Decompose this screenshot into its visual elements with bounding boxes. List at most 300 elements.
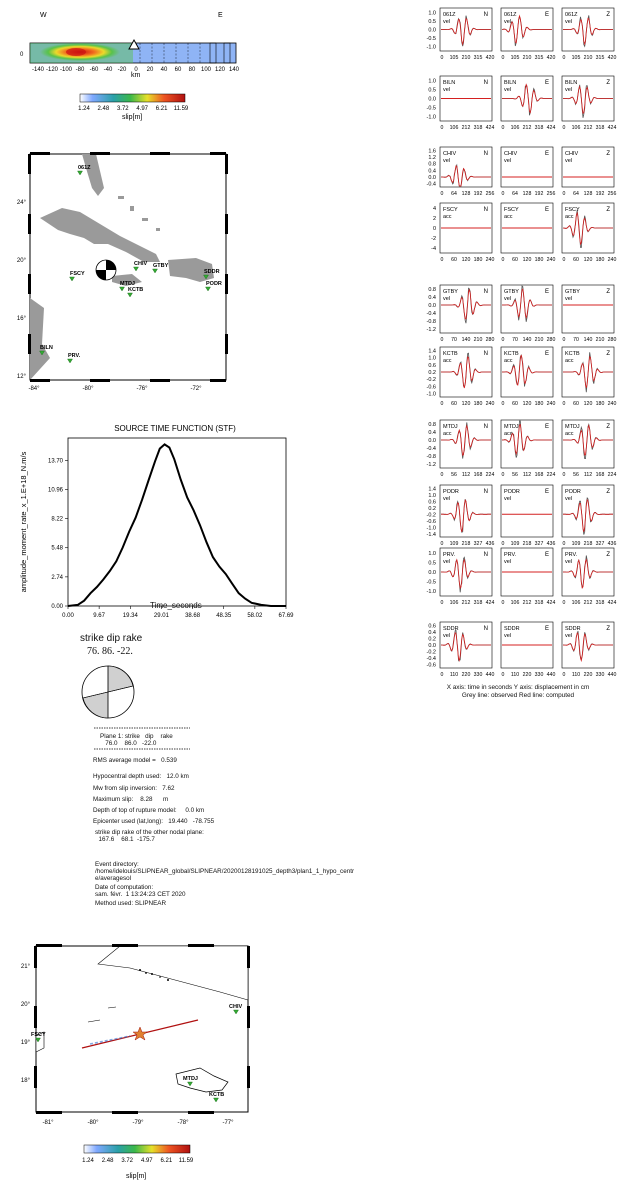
wave-component: E — [544, 489, 549, 495]
wave-y-tick: 1.0 — [428, 355, 436, 362]
wave-data-type: acc — [443, 214, 452, 220]
wave-station-name: MTDJ — [443, 424, 458, 430]
waveform-legend-lines: Grey line: observed Red line: computed — [461, 692, 575, 699]
slip-x-tick: -80 — [75, 67, 85, 73]
other-plane-text: strike dip rake of the other nodal plane: 167.6 68.1 -175.7 — [95, 829, 204, 843]
rms-text: RMS average model = 0.539 — [93, 757, 177, 764]
waveform-panel — [440, 548, 494, 606]
station-label: CHIV — [229, 1004, 243, 1010]
wave-x-tick: 0 — [501, 55, 505, 61]
slip-x-tick: 140 — [228, 67, 240, 73]
waveform-panel — [440, 347, 494, 407]
wave-data-type: acc — [504, 358, 513, 364]
wave-x-tick: 0 — [440, 337, 444, 343]
wave-y-tick: -4 — [431, 246, 436, 252]
wave-y-tick: 0.8 — [428, 422, 436, 428]
wave-component: E — [544, 207, 549, 213]
slip-x-tick: 120 — [214, 67, 226, 73]
slip-x-tick: -100 — [59, 67, 73, 73]
wave-x-tick: 70 — [573, 337, 579, 343]
wave-component: N — [483, 289, 488, 295]
wave-x-tick: 0 — [562, 337, 566, 343]
wave-x-tick: 424 — [485, 600, 495, 606]
wave-y-tick: 0.4 — [428, 168, 436, 175]
wave-x-tick: 220 — [522, 672, 532, 678]
wave-y-tick: -1.2 — [426, 462, 436, 468]
waveform-panel — [440, 8, 494, 61]
wave-x-tick: 280 — [546, 337, 556, 343]
stf-title: SOURCE TIME FUNCTION (STF) — [114, 424, 236, 433]
waveform-panel — [501, 76, 555, 131]
wave-y-tick: -0.5 — [426, 36, 436, 43]
wave-station-name: KCTB — [443, 351, 458, 357]
mw-text: Mw from slip inversion: 7.62 — [93, 785, 175, 792]
wave-data-type: vel — [443, 19, 451, 25]
method-text: Method used: SLIPNEAR — [95, 900, 167, 907]
wave-x-tick: 192 — [473, 191, 483, 197]
wave-station-name: MTDJ — [565, 424, 580, 430]
wave-y-tick: -1.0 — [426, 391, 436, 398]
wave-x-tick: 180 — [595, 257, 605, 263]
wave-x-tick: 128 — [522, 191, 532, 197]
wave-x-tick: 0 — [440, 472, 444, 478]
wave-data-type: vel — [504, 296, 512, 302]
wave-station-name: CHIV — [565, 151, 579, 157]
wave-y-tick: 4 — [432, 206, 436, 212]
wave-x-tick: 420 — [546, 55, 556, 61]
wave-y-tick: 0.8 — [428, 161, 436, 168]
stf-x-tick: 58.02 — [247, 613, 263, 619]
wave-x-tick: 120 — [522, 401, 532, 407]
computation-date-text: Date of computation: sam. févr. 1 13:24:23 CET 2020 — [95, 884, 186, 898]
waveform-panel — [440, 76, 494, 131]
waveform-panel — [501, 8, 555, 61]
wave-x-tick: 180 — [473, 257, 483, 263]
wave-y-tick: 0.2 — [428, 370, 436, 376]
stf-y-tick: 8.22 — [51, 516, 63, 523]
waveform-panel — [501, 420, 555, 478]
wave-x-tick: 318 — [595, 600, 605, 606]
wave-data-type: vel — [565, 496, 573, 502]
wave-component: N — [483, 151, 488, 157]
wave-component: Z — [606, 80, 610, 86]
stf-y-tick: 10.96 — [47, 487, 63, 494]
wave-x-tick: 256 — [485, 191, 495, 197]
local-colorbar-tick: 3.72 — [121, 1158, 134, 1164]
wave-x-tick: 56 — [573, 472, 579, 478]
wave-component: N — [483, 351, 488, 357]
wave-station-name: SDDR — [443, 626, 459, 632]
wave-y-tick: -1.0 — [426, 589, 436, 596]
wave-station-name: BILN — [504, 80, 517, 86]
wave-y-tick: 0.0 — [428, 303, 436, 309]
wave-x-tick: 330 — [534, 672, 544, 678]
wave-y-tick: 2 — [432, 216, 436, 222]
wave-station-name: CHIV — [504, 151, 518, 157]
wave-x-tick: 110 — [449, 672, 459, 678]
wave-component: N — [483, 424, 488, 430]
wave-x-tick: 120 — [583, 257, 593, 263]
wave-x-tick: 420 — [607, 55, 617, 61]
wave-x-tick: 240 — [485, 401, 495, 407]
wave-x-tick: 60 — [451, 257, 457, 263]
wave-x-tick: 128 — [461, 191, 471, 197]
wave-y-tick: -0.4 — [426, 446, 436, 452]
wave-x-tick: 106 — [571, 600, 581, 606]
wave-x-tick: 0 — [501, 191, 505, 197]
wave-x-tick: 0 — [501, 125, 505, 131]
wave-y-tick: -0.4 — [426, 656, 436, 663]
wave-x-tick: 56 — [451, 472, 457, 478]
east-label: E — [218, 12, 223, 19]
waveform-grid — [418, 0, 621, 680]
stf-chart — [0, 418, 294, 619]
wave-x-tick: 440 — [546, 672, 556, 678]
wave-station-name: FSCY — [504, 207, 519, 213]
stf-x-tick: 29.01 — [153, 613, 169, 619]
wave-component: N — [483, 489, 488, 495]
wave-x-tick: 440 — [607, 672, 617, 678]
wave-y-tick: 0.0 — [428, 96, 436, 103]
wave-x-tick: 212 — [522, 125, 532, 131]
wave-x-tick: 106 — [510, 125, 520, 131]
wave-x-tick: 140 — [522, 337, 532, 343]
slip-colorbar-tick: 6.21 — [155, 106, 168, 112]
wave-x-tick: 224 — [546, 472, 556, 478]
wave-x-tick: 424 — [546, 125, 556, 131]
wave-station-name: PRV. — [443, 552, 456, 558]
wave-x-tick: 212 — [461, 125, 471, 131]
wave-station-name: PODR — [504, 489, 520, 495]
slip-colorbar-tick: 2.48 — [97, 106, 110, 112]
slip-colorbar-tick: 1.24 — [78, 106, 90, 112]
wave-x-tick: 0 — [440, 125, 444, 131]
wave-x-tick: 0 — [440, 401, 444, 407]
local-colorbar-tick: 2.48 — [101, 1158, 114, 1164]
max-slip-text: Maximum slip: 8.28 m — [93, 796, 169, 803]
wave-data-type: acc — [565, 214, 574, 220]
wave-component: E — [544, 289, 549, 295]
wave-station-name: MTDJ — [504, 424, 519, 430]
wave-data-type: vel — [504, 158, 512, 164]
stf-x-tick: 0.00 — [62, 613, 74, 619]
wave-y-tick: 0.4 — [428, 295, 436, 301]
waveform-panel — [440, 622, 494, 678]
wave-data-type: vel — [443, 87, 451, 93]
wave-data-type: vel — [504, 633, 512, 639]
wave-x-tick: 0 — [501, 337, 505, 343]
wave-y-tick: 0.2 — [428, 636, 436, 643]
station-label: BILN — [40, 345, 53, 351]
local-lon-tick: -81° — [42, 1120, 54, 1126]
mechanism-values: 76. 86. -22. — [87, 646, 133, 657]
wave-y-tick: 0.6 — [428, 499, 436, 506]
wave-y-tick: 1.2 — [428, 155, 436, 161]
slip-distribution-panel — [0, 0, 260, 130]
wave-x-tick: 256 — [546, 191, 556, 197]
wave-component: E — [544, 151, 549, 157]
wave-data-type: vel — [443, 633, 451, 639]
wave-x-tick: 218 — [461, 541, 471, 547]
wave-x-tick: 192 — [595, 191, 605, 197]
wave-data-type: acc — [443, 431, 452, 437]
station-label: CHIV — [134, 261, 148, 267]
hypocentral-depth-text: Hypocentral depth used: 12.0 km — [93, 773, 189, 780]
slip-x-tick: 100 — [200, 67, 212, 73]
wave-x-tick: 315 — [595, 55, 605, 61]
wave-x-tick: 0 — [501, 600, 505, 606]
wave-y-tick: -0.5 — [426, 105, 436, 112]
wave-x-tick: 424 — [607, 600, 617, 606]
wave-y-tick: -0.5 — [426, 579, 436, 586]
stf-curve — [68, 444, 286, 606]
wave-x-tick: 0 — [562, 191, 566, 197]
station-label: SDDR — [204, 269, 220, 275]
wave-component: Z — [606, 424, 610, 430]
wave-x-tick: 210 — [595, 337, 605, 343]
wave-station-name: BILN — [443, 80, 456, 86]
wave-y-tick: -0.8 — [426, 319, 436, 325]
wave-data-type: vel — [565, 19, 573, 25]
waveform-panel — [440, 420, 494, 478]
wave-x-tick: 224 — [485, 472, 495, 478]
local-lat-tick: 20° — [20, 1002, 30, 1008]
wave-component: N — [483, 552, 488, 558]
wave-x-tick: 318 — [595, 125, 605, 131]
wave-x-tick: 120 — [522, 257, 532, 263]
wave-component: E — [544, 424, 549, 430]
wave-x-tick: 110 — [571, 672, 581, 678]
wave-x-tick: 280 — [485, 337, 495, 343]
stf-x-tick: 38.68 — [185, 613, 201, 619]
waveform-panel — [501, 347, 555, 407]
wave-component: E — [544, 12, 549, 18]
waveform-panel — [440, 147, 494, 197]
wave-x-tick: 318 — [534, 600, 544, 606]
wave-x-tick: 140 — [583, 337, 593, 343]
wave-y-tick: 0.5 — [428, 87, 436, 94]
wave-data-type: vel — [504, 559, 512, 565]
wave-x-tick: 192 — [534, 191, 544, 197]
wave-x-tick: 56 — [512, 472, 518, 478]
wave-x-tick: 327 — [534, 541, 544, 547]
wave-x-tick: 210 — [522, 55, 532, 61]
waveform-panel — [562, 347, 616, 407]
wave-station-name: PODR — [443, 489, 459, 495]
wave-x-tick: 220 — [461, 672, 471, 678]
wave-x-tick: 109 — [571, 541, 581, 547]
epicenter-text: Epicenter used (lat,long): 19.440 -78.755 — [93, 818, 215, 825]
wave-y-tick: 0.5 — [428, 18, 436, 25]
waveform-panel — [501, 548, 555, 606]
wave-y-tick: 1.4 — [428, 486, 436, 493]
map-lat-tick: 16° — [16, 316, 26, 322]
wave-y-tick: 1.0 — [428, 78, 436, 85]
wave-component: N — [483, 80, 488, 86]
wave-x-tick: 420 — [485, 55, 495, 61]
wave-x-tick: 240 — [546, 401, 556, 407]
slip-y-tick: 0 — [20, 52, 24, 58]
wave-y-tick: -0.8 — [426, 454, 436, 460]
slip-x-tick: 60 — [174, 67, 182, 73]
map-lat-tick: 24° — [16, 200, 26, 206]
wave-data-type: acc — [504, 431, 513, 437]
wave-y-tick: 0.0 — [428, 27, 436, 34]
wave-x-tick: 64 — [451, 191, 457, 197]
wave-x-tick: 210 — [583, 55, 593, 61]
stf-plot-frame — [68, 438, 286, 606]
wave-x-tick: 0 — [562, 541, 566, 547]
station-label: KCTB — [128, 287, 144, 293]
wave-station-name: PRV. — [504, 552, 517, 558]
local-colorbar-tick: 6.21 — [160, 1158, 173, 1164]
station-label: FSCY — [31, 1032, 46, 1038]
regional-station-map — [0, 148, 240, 393]
local-colorbar-label: slip[m] — [126, 1173, 147, 1180]
wave-x-tick: 109 — [449, 541, 459, 547]
wave-station-name: GTBY — [565, 289, 580, 295]
slip-x-tick: -60 — [89, 67, 99, 73]
wave-station-name: GTBY — [443, 289, 458, 295]
waveform-panel — [562, 8, 616, 61]
wave-x-tick: 318 — [473, 125, 483, 131]
wave-x-tick: 60 — [573, 401, 579, 407]
local-lat-tick: 19° — [20, 1040, 30, 1046]
wave-x-tick: 210 — [461, 55, 471, 61]
wave-data-type: acc — [443, 358, 452, 364]
wave-x-tick: 168 — [595, 472, 605, 478]
waveform-panel — [440, 203, 494, 263]
wave-station-name: FSCY — [443, 207, 458, 213]
wave-x-tick: 112 — [461, 472, 471, 478]
stf-y-label: amplitude_moment_rate_x_1.E+18_N.m/s — [19, 451, 28, 593]
wave-component: Z — [606, 151, 610, 157]
wave-component: Z — [606, 626, 610, 632]
wave-x-tick: 0 — [440, 257, 444, 263]
wave-data-type: vel — [443, 496, 451, 502]
wave-data-type: vel — [504, 19, 512, 25]
wave-data-type: acc — [565, 431, 574, 437]
wave-x-tick: 318 — [534, 125, 544, 131]
wave-y-tick: 0.6 — [428, 362, 436, 369]
wave-station-name: 061Z — [565, 12, 578, 18]
stf-y-tick: 13.70 — [47, 458, 63, 465]
wave-y-tick: -1.4 — [426, 531, 436, 538]
wave-x-tick: 0 — [440, 55, 444, 61]
waveform-panel — [562, 548, 616, 606]
wave-y-tick: 0.4 — [428, 629, 436, 636]
wave-component: N — [483, 626, 488, 632]
plane-parameters: Plane 1: strike dip rake 76.0 86.0 -22.0 — [100, 733, 173, 747]
wave-y-tick: -1.0 — [426, 44, 436, 51]
wave-data-type: vel — [565, 633, 573, 639]
wave-y-tick: 0.0 — [428, 643, 436, 649]
waveform-panel — [562, 622, 616, 678]
slip-x-tick: -20 — [117, 67, 127, 73]
wave-station-name: FSCY — [565, 207, 580, 213]
mechanism-header: strike dip rake — [80, 633, 143, 644]
wave-x-tick: 180 — [534, 401, 544, 407]
wave-y-tick: -0.2 — [426, 512, 436, 519]
slip-x-tick: -140 — [31, 67, 45, 73]
wave-x-tick: 0 — [501, 257, 505, 263]
wave-x-tick: 318 — [473, 600, 483, 606]
wave-x-tick: 105 — [510, 55, 520, 61]
wave-component: Z — [606, 289, 610, 295]
wave-y-tick: -0.6 — [426, 518, 436, 525]
wave-y-tick: 0.8 — [428, 287, 436, 293]
wave-x-tick: 60 — [512, 401, 518, 407]
wave-x-tick: 112 — [522, 472, 532, 478]
wave-component: N — [483, 12, 488, 18]
wave-x-tick: 140 — [461, 337, 471, 343]
wave-y-tick: 0.0 — [428, 438, 436, 444]
wave-y-tick: 1.4 — [428, 348, 436, 355]
station-label: PRV. — [68, 353, 81, 359]
local-lon-tick: -77° — [222, 1120, 234, 1126]
wave-x-tick: 0 — [501, 541, 505, 547]
waveform-panel — [501, 485, 555, 547]
wave-x-tick: 120 — [461, 401, 471, 407]
wave-x-tick: 168 — [534, 472, 544, 478]
wave-x-tick: 128 — [583, 191, 593, 197]
wave-y-tick: -1.0 — [426, 114, 436, 121]
wave-x-tick: 180 — [534, 257, 544, 263]
wave-data-type: vel — [504, 87, 512, 93]
wave-x-tick: 212 — [522, 600, 532, 606]
stf-x-tick: 19.34 — [122, 613, 138, 619]
wave-y-tick: 1.0 — [428, 10, 436, 17]
slip-x-tick: 0 — [134, 67, 138, 73]
local-lon-tick: -78° — [177, 1120, 189, 1126]
local-lat-tick: 18° — [20, 1078, 30, 1084]
slip-colorbar-tick: 3.72 — [116, 106, 129, 112]
wave-station-name: KCTB — [504, 351, 519, 357]
wave-y-tick: -0.6 — [426, 662, 436, 669]
slip-x-tick: 80 — [188, 67, 196, 73]
waveform-panel — [562, 203, 616, 263]
waveform-panel — [562, 285, 616, 343]
top-depth-text: Depth of top of rupture model: 0.0 km — [93, 807, 205, 814]
waveform-panel — [562, 485, 616, 547]
waveform-panel — [501, 147, 555, 197]
wave-x-tick: 0 — [440, 600, 444, 606]
wave-component: E — [544, 626, 549, 632]
wave-x-tick: 180 — [473, 401, 483, 407]
wave-station-name: CHIV — [443, 151, 457, 157]
wave-x-tick: 0 — [562, 472, 566, 478]
stf-x-tick: 9.67 — [93, 613, 105, 619]
wave-x-tick: 0 — [501, 472, 505, 478]
wave-station-name: PODR — [565, 489, 581, 495]
wave-x-tick: 168 — [473, 472, 483, 478]
stf-x-tick: 48.35 — [216, 613, 232, 619]
local-colorbar-tick: 1.24 — [82, 1158, 94, 1164]
stf-y-tick: 2.74 — [51, 574, 63, 581]
wave-y-tick: -1.0 — [426, 525, 436, 532]
wave-data-type: vel — [443, 296, 451, 302]
wave-y-tick: -0.4 — [426, 181, 436, 188]
local-lon-tick: -80° — [87, 1120, 99, 1126]
wave-x-tick: 64 — [512, 191, 518, 197]
wave-x-tick: 240 — [607, 401, 617, 407]
wave-station-name: SDDR — [565, 626, 581, 632]
wave-x-tick: 120 — [583, 401, 593, 407]
wave-x-tick: 224 — [607, 472, 617, 478]
wave-x-tick: 112 — [583, 472, 593, 478]
wave-x-tick: 180 — [595, 401, 605, 407]
wave-component: Z — [606, 552, 610, 558]
